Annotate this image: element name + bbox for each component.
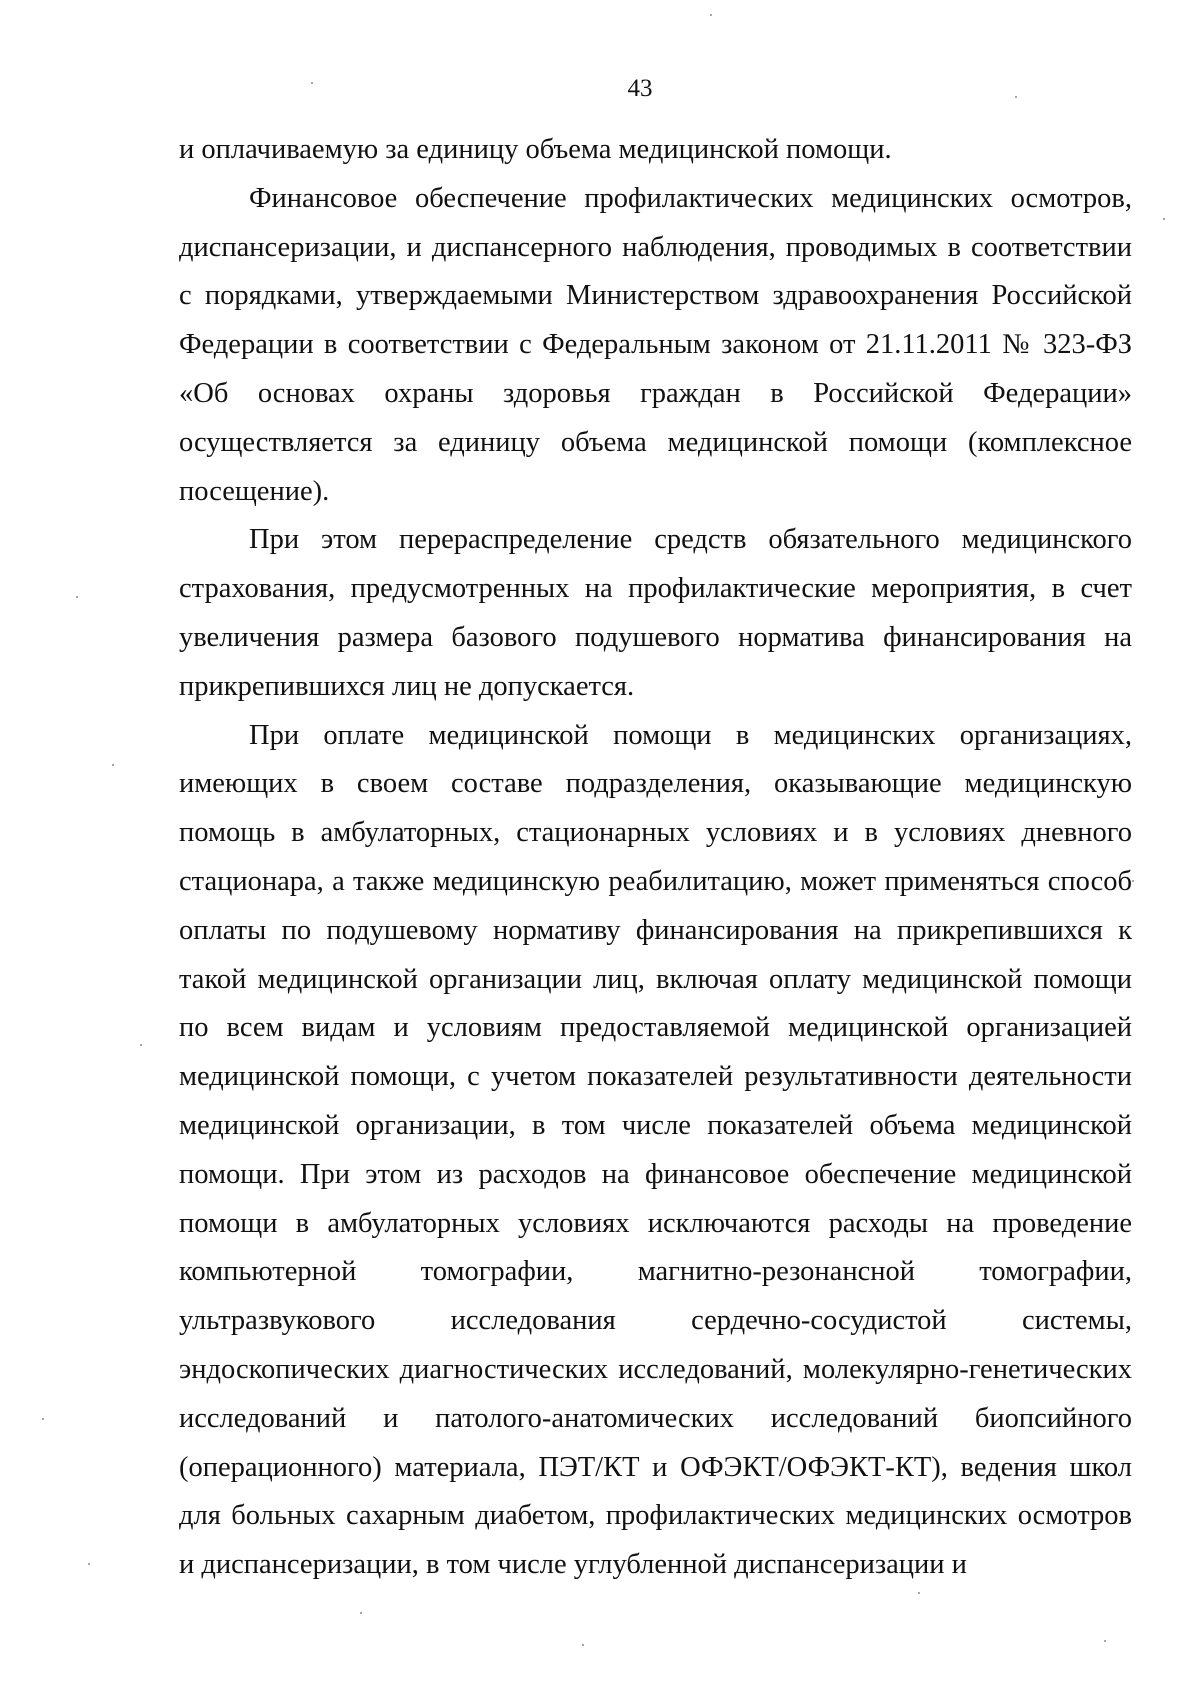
scan-speck — [918, 1592, 920, 1594]
paragraph-financing-profilactic: Финансовое обеспечение профилактических медицинских осмотров, диспансеризации, и диспансерного наблюдения, проводимых в соответствии с порядками, утверждаемыми Министерством здравоохранения Российской Федерации в соответствии с Федеральным законом от 21.11.2011 № 323-ФЗ «Об основах охраны здоровья граждан в Российской Федерации» осуществляется за единицу объема медицинской помощи (комплексное посещение). — [179, 182, 1132, 507]
paragraph-payment-method: При оплате медицинской помощи в медицинских организациях, имеющих в своем составе подразделения, оказывающие медицинскую помощь в амбулаторных, стационарных условиях и в условиях дневного стационара, а также медицинскую реабилитацию, может применяться способ оплаты по подушевому нормативу финансирования на прикрепившихся к такой медицинской организации лиц, включая оплату медицинской помощи по всем видам и условиям предоставляемой медицинской организацией медицинской помощи, с учетом показателей результативности деятельности медицинской организации, в том числе показателей объема медицинской помощи. При этом из расходов на финансовое обеспечение медицинской помощи в амбулаторных условиях исключаются расходы на проведение компьютерной томографии, магнитно-резонансной томографии, ультразвукового исследования сердечно-сосудистой системы, эндоскопических диагностических исследований, молекулярно-генетических исследований и патолого-анатомических исследований биопсийного (операционного) материала, ПЭТ/КТ и ОФЭКТ/ОФЭКТ-КТ), ведения школ для больных сахарным диабетом, профилактических медицинских осмотров и диспансеризации, в том числе углубленной диспансеризации и — [179, 719, 1132, 1581]
scan-speck — [42, 1418, 44, 1420]
scan-speck — [360, 1612, 362, 1614]
scan-speck — [710, 14, 712, 16]
scan-speck — [88, 1563, 90, 1565]
scan-speck — [140, 1044, 142, 1046]
scan-speck — [582, 1644, 584, 1646]
paragraph-redistribution: При этом перераспределение средств обязательного медицинского страхования, предусмотренных на профилактические мероприятия, в счет увеличения размера базового подушевого норматива финансирования на прикрепившихся лиц не допускается. — [179, 524, 1132, 702]
scan-speck — [311, 82, 313, 84]
paragraph-continuation: и оплачиваемую за единицу объема медицинской помощи. — [179, 134, 892, 165]
body-text — [179, 126, 1132, 1590]
scan-speck — [1132, 880, 1134, 882]
scan-speck — [1104, 1640, 1106, 1642]
page-number: 43 — [627, 75, 653, 102]
scan-speck — [76, 596, 78, 598]
scan-speck — [112, 764, 114, 766]
scan-speck — [1015, 96, 1017, 98]
scan-speck — [1163, 218, 1165, 220]
